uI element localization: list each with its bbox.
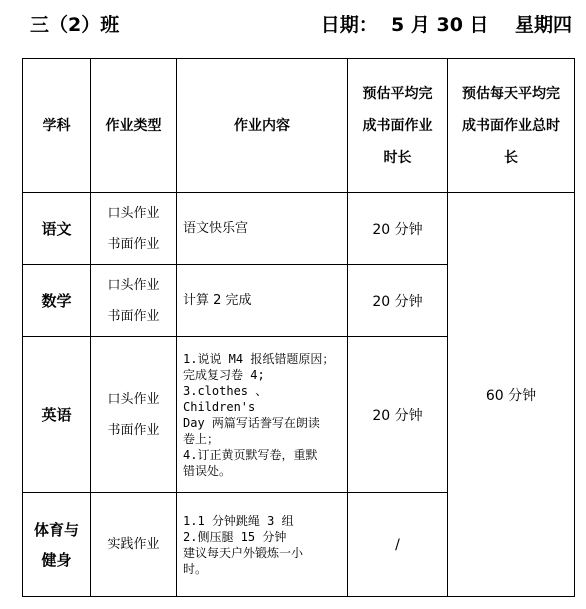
- type-line: 书面作业: [107, 308, 160, 324]
- type-line: 书面作业: [107, 422, 160, 438]
- header-avg-time-line: 预估平均完: [362, 85, 433, 102]
- type-cell: [91, 265, 177, 337]
- class-name: 三（2）班: [30, 14, 120, 36]
- subject-cell: [23, 193, 91, 265]
- content-line: 完成复习卷 4;: [183, 367, 265, 382]
- header-avg-time-line: 时长: [383, 149, 412, 166]
- content-cell: [177, 265, 348, 337]
- header-daily-total: [448, 59, 575, 193]
- header-type: 作业类型: [91, 59, 177, 193]
- content-line: 语文快乐宫: [183, 220, 249, 236]
- subject-cell: [23, 265, 91, 337]
- content-line: 2.侧压腿 15 分钟: [183, 529, 287, 544]
- header-daily-total-line: 预估每天平均完: [462, 85, 560, 102]
- content-line: 计算 2 完成: [183, 292, 252, 308]
- header-avg-time: [348, 59, 448, 193]
- table-row: [23, 193, 575, 265]
- content-line: 错误处。: [183, 463, 232, 478]
- header-daily-total-line: 长: [504, 149, 518, 166]
- content-cell: [177, 337, 348, 493]
- time-cell: 20 分钟: [348, 193, 448, 265]
- subject-cell: [23, 493, 91, 597]
- header-daily-total-line: 成书面作业总时: [462, 117, 560, 134]
- type-line: 口头作业: [107, 205, 160, 221]
- time-cell: 20 分钟: [348, 337, 448, 493]
- date-label: 日期： 5 月 30 日 星期四: [320, 14, 572, 36]
- header-subject: 学科: [23, 59, 91, 193]
- time-cell: /: [348, 493, 448, 597]
- content-cell: [177, 193, 348, 265]
- type-line: 口头作业: [107, 391, 160, 407]
- type-cell: [91, 337, 177, 493]
- type-cell: [91, 493, 177, 597]
- header-row: [23, 59, 575, 193]
- content-line: 1.1 分钟跳绳 3 组: [183, 513, 294, 528]
- subject-line: 英语: [41, 405, 72, 424]
- subject-line: 语文: [41, 219, 72, 238]
- content-line: 1.说说 M4 报纸错题原因；: [183, 351, 335, 366]
- subject-line: 健身: [41, 550, 72, 569]
- content-line: 时。: [183, 561, 208, 576]
- daily-total-cell: 60 分钟: [448, 193, 575, 597]
- type-line: 实践作业: [107, 537, 160, 552]
- header-content: 作业内容: [177, 59, 348, 193]
- header-avg-time-line: 成书面作业: [362, 117, 433, 134]
- homework-table: [22, 58, 575, 597]
- subject-line: 数学: [41, 291, 72, 310]
- content-line: Day 两篇写话誊写在朗读: [183, 415, 320, 430]
- subject-cell: [23, 337, 91, 493]
- content-cell: [177, 493, 348, 597]
- type-cell: [91, 193, 177, 265]
- content-line: 卷上；: [183, 431, 220, 446]
- type-line: 书面作业: [107, 236, 160, 252]
- type-line: 口头作业: [107, 277, 160, 293]
- content-line: 4.订正黄页默写卷，重默: [183, 447, 318, 462]
- time-cell: 20 分钟: [348, 265, 448, 337]
- content-line: 建议每天户外锻炼一小: [183, 545, 304, 560]
- content-line: 3.clothes 、 Children's: [183, 383, 268, 414]
- subject-line: 体育与: [33, 520, 79, 539]
